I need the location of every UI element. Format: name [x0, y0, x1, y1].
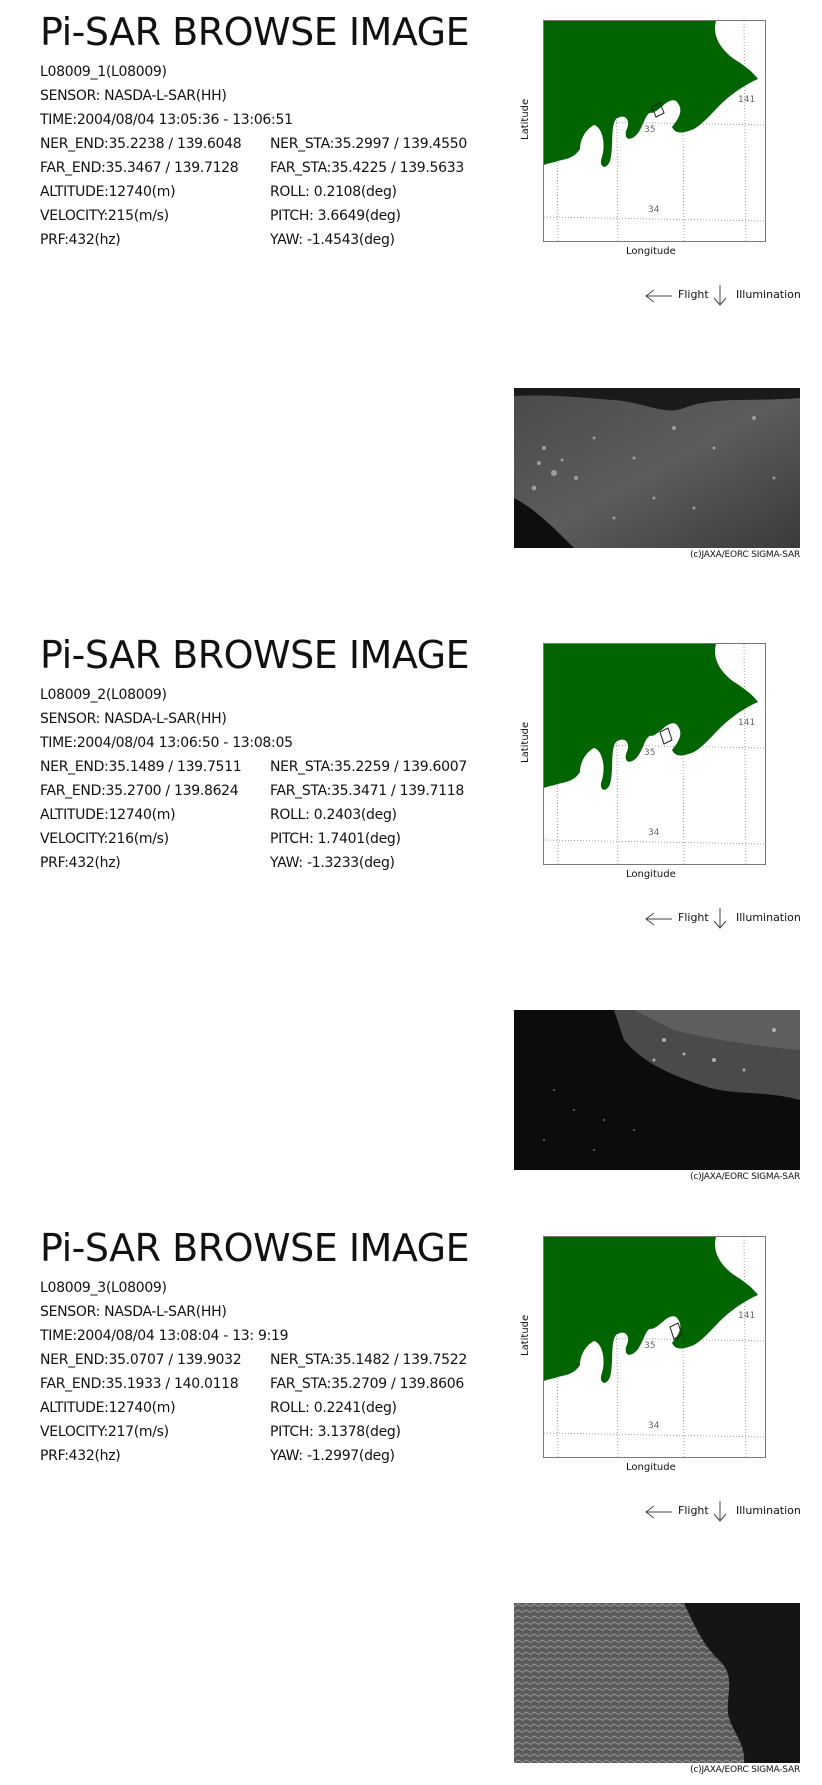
ner-end-text: NER_END:35.0707 / 139.9032 — [40, 1352, 242, 1368]
altitude-text: ALTITUDE:12740(m) — [40, 184, 176, 200]
browse-section-3 — [0, 1216, 822, 1785]
illumination-label: Illumination — [736, 1504, 801, 1517]
roll-text: ROLL: 0.2403(deg) — [270, 807, 397, 823]
location-map — [543, 20, 766, 242]
lat-35-label: 35 — [644, 1341, 656, 1351]
latitude-axis-label: Latitude — [520, 1314, 531, 1356]
ner-sta-text: NER_STA:35.2997 / 139.4550 — [270, 136, 467, 152]
location-map — [543, 1236, 766, 1458]
page-title: Pi-SAR BROWSE IMAGE — [40, 633, 470, 677]
lat-35-label: 35 — [644, 748, 656, 758]
velocity-text: VELOCITY:215(m/s) — [40, 208, 169, 224]
lat-34-label: 34 — [648, 1421, 660, 1431]
lon-141-label: 141 — [738, 95, 756, 105]
ner-end-text: NER_END:35.1489 / 139.7511 — [40, 759, 242, 775]
time-text: TIME:2004/08/04 13:06:50 - 13:08:05 — [40, 735, 293, 751]
page-title: Pi-SAR BROWSE IMAGE — [40, 10, 470, 54]
sensor-text: SENSOR: NASDA-L-SAR(HH) — [40, 711, 227, 727]
far-sta-text: FAR_STA:35.3471 / 139.7118 — [270, 783, 464, 799]
altitude-text: ALTITUDE:12740(m) — [40, 1400, 176, 1416]
lat-35-label: 35 — [644, 125, 656, 135]
longitude-axis-label: Longitude — [626, 1462, 676, 1473]
scene-id: L08009_3(L08009) — [40, 1280, 167, 1296]
far-sta-text: FAR_STA:35.4225 / 139.5633 — [270, 160, 464, 176]
prf-text: PRF:432(hz) — [40, 1448, 121, 1464]
far-end-text: FAR_END:35.2700 / 139.8624 — [40, 783, 239, 799]
ner-sta-text: NER_STA:35.1482 / 139.7522 — [270, 1352, 467, 1368]
latitude-axis-label: Latitude — [520, 98, 531, 140]
browse-section-2 — [0, 623, 822, 1223]
scene-id: L08009_1(L08009) — [40, 64, 167, 80]
longitude-axis-label: Longitude — [626, 869, 676, 880]
page-title: Pi-SAR BROWSE IMAGE — [40, 1226, 470, 1270]
yaw-text: YAW: -1.2997(deg) — [270, 1448, 395, 1464]
flight-arrow-icon — [644, 289, 674, 303]
flight-legend — [640, 282, 820, 308]
prf-text: PRF:432(hz) — [40, 232, 121, 248]
yaw-text: YAW: -1.3233(deg) — [270, 855, 395, 871]
sar-browse-image — [514, 388, 800, 548]
illumination-label: Illumination — [736, 911, 801, 924]
far-end-text: FAR_END:35.1933 / 140.0118 — [40, 1376, 239, 1392]
flight-arrow-icon — [644, 1505, 674, 1519]
credit-text: (c)JAXA/EORC SIGMA-SAR — [690, 1765, 800, 1775]
flight-label: Flight — [678, 288, 709, 301]
illumination-label: Illumination — [736, 288, 801, 301]
flight-legend — [640, 905, 820, 931]
pitch-text: PITCH: 3.1378(deg) — [270, 1424, 401, 1440]
lat-34-label: 34 — [648, 205, 660, 215]
ner-sta-text: NER_STA:35.2259 / 139.6007 — [270, 759, 467, 775]
illumination-arrow-icon — [712, 907, 728, 929]
sar-browse-image — [514, 1603, 800, 1763]
pitch-text: PITCH: 1.7401(deg) — [270, 831, 401, 847]
yaw-text: YAW: -1.4543(deg) — [270, 232, 395, 248]
credit-text: (c)JAXA/EORC SIGMA-SAR — [690, 1172, 800, 1182]
roll-text: ROLL: 0.2108(deg) — [270, 184, 397, 200]
flight-label: Flight — [678, 911, 709, 924]
credit-text: (c)JAXA/EORC SIGMA-SAR — [690, 550, 800, 560]
scene-id: L08009_2(L08009) — [40, 687, 167, 703]
ner-end-text: NER_END:35.2238 / 139.6048 — [40, 136, 242, 152]
flight-arrow-icon — [644, 912, 674, 926]
lat-34-label: 34 — [648, 828, 660, 838]
altitude-text: ALTITUDE:12740(m) — [40, 807, 176, 823]
illumination-arrow-icon — [712, 284, 728, 306]
browse-section-1 — [0, 0, 822, 600]
sensor-text: SENSOR: NASDA-L-SAR(HH) — [40, 1304, 227, 1320]
roll-text: ROLL: 0.2241(deg) — [270, 1400, 397, 1416]
pitch-text: PITCH: 3.6649(deg) — [270, 208, 401, 224]
time-text: TIME:2004/08/04 13:08:04 - 13: 9:19 — [40, 1328, 289, 1344]
prf-text: PRF:432(hz) — [40, 855, 121, 871]
longitude-axis-label: Longitude — [626, 246, 676, 257]
flight-label: Flight — [678, 1504, 709, 1517]
flight-legend — [640, 1498, 820, 1524]
sar-browse-image — [514, 1010, 800, 1170]
lon-141-label: 141 — [738, 1311, 756, 1321]
latitude-axis-label: Latitude — [520, 721, 531, 763]
time-text: TIME:2004/08/04 13:05:36 - 13:06:51 — [40, 112, 293, 128]
illumination-arrow-icon — [712, 1500, 728, 1522]
far-sta-text: FAR_STA:35.2709 / 139.8606 — [270, 1376, 464, 1392]
far-end-text: FAR_END:35.3467 / 139.7128 — [40, 160, 239, 176]
location-map — [543, 643, 766, 865]
velocity-text: VELOCITY:217(m/s) — [40, 1424, 169, 1440]
lon-141-label: 141 — [738, 718, 756, 728]
velocity-text: VELOCITY:216(m/s) — [40, 831, 169, 847]
sensor-text: SENSOR: NASDA-L-SAR(HH) — [40, 88, 227, 104]
